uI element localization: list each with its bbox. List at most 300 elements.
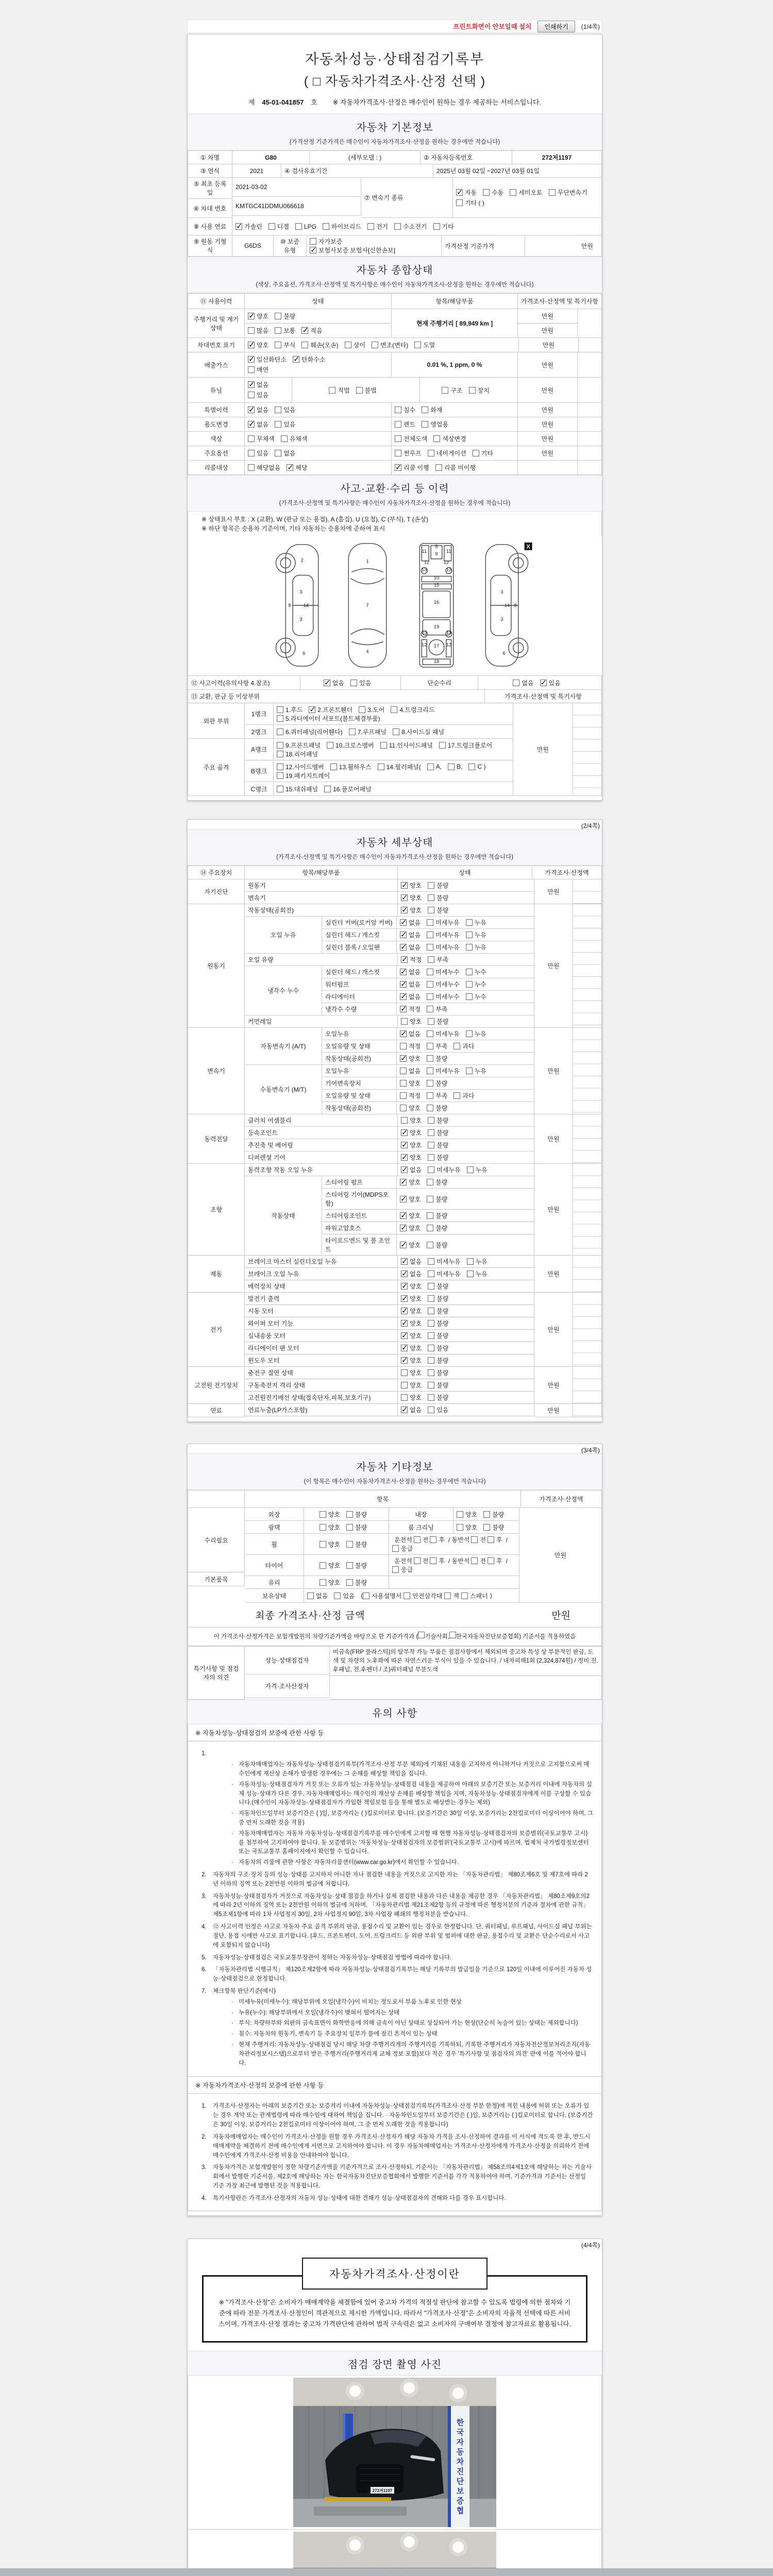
- check-option: 구조: [442, 386, 462, 395]
- cell: 스티어링 기어(MDPS포함): [322, 1189, 397, 1210]
- cell: [274, 739, 513, 760]
- section-title: 사고·교환·수리 등 이력: [340, 483, 449, 495]
- cell: [397, 1189, 534, 1210]
- final-price-row: [188, 1603, 602, 1628]
- cell: [392, 446, 518, 461]
- cell: 성능·상태점검자: [245, 1647, 330, 1674]
- check-option: 있음: [428, 1405, 448, 1414]
- checkbox-unchecked: [427, 1030, 433, 1037]
- cell: 와이퍼 모터 기능: [245, 1317, 398, 1330]
- cell: [398, 1342, 534, 1354]
- check-option: 자가보증: [310, 237, 342, 246]
- checkbox-unchecked: [467, 1258, 474, 1265]
- cell: ⑤ 최초 등록일: [188, 178, 232, 199]
- checkbox-checked: [400, 969, 407, 975]
- table-row: [188, 164, 602, 178]
- checkbox-unchecked: [466, 1030, 473, 1037]
- cell: 만원: [534, 1028, 573, 1114]
- checkbox-unchecked: [428, 1369, 434, 1376]
- checkbox-unchecked: [277, 715, 283, 722]
- cell: [392, 403, 518, 417]
- checkbox-unchecked: [483, 1524, 490, 1531]
- cell: 브레이크 오일 누유: [245, 1268, 398, 1280]
- checkbox-checked: [401, 1154, 408, 1161]
- cell: [274, 725, 513, 739]
- svg-text:한국자동차진단보증협: 한 국 자 동 차 진 단 보 증 협: [456, 2418, 464, 2516]
- section-title: 유의 사항: [372, 1708, 417, 1720]
- page-indicator-4: (4/4쪽): [581, 2241, 600, 2249]
- checkbox-unchecked: [301, 342, 308, 348]
- table-row: [188, 151, 602, 164]
- cell: 수동변속기 (M/T): [245, 1065, 322, 1114]
- check-option: 응급: [392, 1544, 413, 1553]
- checkbox-unchecked: [277, 772, 283, 779]
- check-option: ✓ 양호: [401, 893, 422, 902]
- cell: [398, 1164, 534, 1176]
- checkbox-unchecked: [248, 366, 255, 373]
- checkbox-unchecked: [427, 1105, 433, 1111]
- cell: [573, 1114, 602, 1164]
- cell: [397, 966, 534, 978]
- checkbox-unchecked: [428, 1345, 434, 1351]
- check-option: ✓ 없음: [401, 1165, 422, 1174]
- check-option: ✓ 양호: [248, 312, 268, 320]
- cell: [398, 954, 534, 966]
- checkbox-unchecked: [334, 1592, 341, 1599]
- checkbox-unchecked: [395, 435, 401, 442]
- checkbox-unchecked: [248, 327, 255, 334]
- cell: 광택: [245, 1521, 304, 1534]
- check-option: 있음: [275, 420, 295, 429]
- checkbox-checked: [401, 907, 408, 913]
- checkbox-unchecked: [428, 1258, 434, 1265]
- check-option: ✓ 탄화수소: [293, 355, 325, 364]
- cell: ⑧ 사용 연료: [188, 218, 232, 235]
- checkbox-unchecked: [393, 728, 399, 735]
- check-option: 불량: [428, 1116, 448, 1125]
- checkbox-unchecked: [427, 1055, 433, 1062]
- cell: ⑪ 사용이력: [188, 294, 245, 309]
- check-option: ✓ 양호: [401, 1344, 422, 1352]
- cell: 변속기: [245, 892, 398, 904]
- check-option: 누유: [466, 943, 486, 952]
- check-option: 수소전기: [394, 222, 427, 231]
- checkbox-unchecked: [427, 1196, 433, 1202]
- checkbox-unchecked: [414, 1557, 421, 1564]
- cell: 연료누출(LP가스포함): [245, 1404, 398, 1416]
- check-option: 불량: [427, 1054, 447, 1063]
- cell: [274, 760, 513, 782]
- checkbox-unchecked: [483, 189, 490, 196]
- check-option: ✓ 2.프론트휀더: [309, 705, 352, 714]
- check-option: /: [506, 1536, 508, 1544]
- cell: 디퍼렌셜 기어: [245, 1151, 398, 1164]
- checkbox-unchecked: [466, 944, 473, 951]
- check-option: ✓ 리콜 이행: [395, 463, 429, 472]
- check-option: 불법: [356, 386, 377, 395]
- cell: 만원: [534, 904, 573, 1028]
- check-option: ✓ 보험사보증 보험사[신한손보]: [310, 246, 395, 255]
- cell: 차대번호 표기: [188, 338, 245, 352]
- check-option: 매연: [248, 365, 268, 374]
- checkbox-unchecked: [400, 1043, 407, 1049]
- svg-text:13: 13: [446, 629, 452, 635]
- cell: [392, 417, 518, 432]
- cell: 2025년 03월 02일 ~2027년 03월 01일: [433, 164, 602, 178]
- cell: [398, 1293, 534, 1305]
- cell: 충전구 절연 상태: [245, 1367, 398, 1379]
- check-option: 미세누수: [427, 992, 459, 1001]
- checkbox-unchecked: [549, 189, 556, 196]
- check-option: ✓ 있음: [540, 679, 561, 687]
- bottom-window-edge: [0, 2568, 773, 2576]
- cell: [397, 1065, 534, 1077]
- checkbox-unchecked: [433, 435, 440, 442]
- checkbox-unchecked: [466, 993, 473, 1000]
- cell: 현재 주행거리 [ 89,949 km ]: [392, 309, 518, 338]
- checkbox-unchecked: [401, 1382, 408, 1388]
- table-row: [188, 1293, 602, 1367]
- checkbox-unchecked: [275, 421, 281, 428]
- checkbox-unchecked: [428, 1308, 434, 1314]
- cell: 원동기: [245, 879, 398, 892]
- cell: 만원: [534, 1256, 573, 1293]
- svg-text:13: 13: [421, 566, 427, 572]
- checkbox-unchecked: [345, 342, 351, 348]
- check-option: 안전삼각대: [404, 1591, 442, 1600]
- checkbox-unchecked: [466, 919, 473, 926]
- cell: [578, 309, 602, 338]
- checkbox-checked: [401, 1295, 408, 1302]
- check-option: 양호: [457, 1523, 477, 1532]
- check-option: 없음: [513, 679, 533, 687]
- cell: [330, 1676, 602, 1700]
- cell: 색상: [188, 432, 245, 446]
- checkbox-checked: [401, 1142, 408, 1148]
- check-option: ✓ 양호: [401, 906, 422, 914]
- svg-text:12: 12: [421, 641, 427, 648]
- cell: [578, 417, 602, 432]
- cell: ① 차명: [188, 151, 232, 164]
- check-option: 없음: [307, 1591, 328, 1600]
- checkbox-checked: [401, 1258, 408, 1265]
- cell: 작동상태: [245, 1176, 322, 1256]
- checkbox-checked: [236, 223, 242, 230]
- car-view-side: [270, 541, 327, 669]
- check-option: 불량: [427, 1224, 447, 1232]
- checkbox-unchecked: [422, 406, 428, 413]
- check-option: 운전석: [394, 1536, 412, 1544]
- cell: 만원: [518, 417, 578, 432]
- cell: 오일유량 및 상태: [322, 1090, 397, 1102]
- table-row: [188, 676, 602, 690]
- cell: 등속조인트: [245, 1127, 398, 1139]
- cell: 만원: [518, 324, 578, 338]
- svg-text:8: 8: [514, 602, 517, 608]
- cautions-body: [188, 1724, 602, 2211]
- document-title: 자동차성능·상태점검기록부: [305, 52, 484, 67]
- cell: [398, 1114, 534, 1127]
- checkbox-checked: [401, 1270, 408, 1277]
- svg-text:4: 4: [366, 648, 369, 654]
- checkbox-checked: [401, 1283, 408, 1290]
- check-option: 화재: [422, 405, 442, 414]
- check-option: 불량: [275, 312, 295, 320]
- check-option: 1.후드: [277, 705, 303, 714]
- checkbox-unchecked: [448, 764, 455, 770]
- cell: [398, 1305, 534, 1317]
- cell: [245, 378, 292, 403]
- cell: [573, 1028, 602, 1114]
- checkbox-checked: [248, 406, 255, 413]
- cell: [398, 1151, 534, 1164]
- table-row: [188, 690, 602, 703]
- table-row: [188, 403, 602, 417]
- check-option: 양호: [320, 1523, 340, 1532]
- cell: [573, 1164, 602, 1256]
- cell: [397, 941, 534, 954]
- check-option: 없음: [400, 1066, 421, 1075]
- check-option: 13.휠하우스: [330, 762, 372, 771]
- check-option: 미세누유: [427, 943, 459, 952]
- cell: 만원: [513, 703, 573, 796]
- check-option: C ): [468, 763, 485, 770]
- cell: 가격조사·산정액: [521, 1490, 602, 1508]
- cell: 단순수리: [401, 676, 478, 690]
- check-option: ✓ 없음: [400, 992, 421, 1001]
- cell: 만원: [519, 1508, 602, 1603]
- check-option: 과다: [453, 1042, 474, 1050]
- cell: [274, 782, 513, 796]
- check-option: 썬루프: [395, 449, 422, 457]
- cell: [518, 461, 578, 475]
- checkbox-unchecked: [356, 387, 363, 394]
- svg-text:8: 8: [288, 602, 291, 608]
- checkbox-unchecked: [401, 1369, 408, 1376]
- check-option: 17.트렁크플로어: [439, 741, 492, 750]
- cell: 원동기: [188, 904, 245, 1028]
- check-option: ✓ 양호: [400, 1224, 421, 1232]
- checkbox-unchecked: [467, 1270, 474, 1277]
- cell: 2랭크: [245, 725, 274, 739]
- checkbox-unchecked: [428, 1332, 434, 1339]
- check-option: 불량: [428, 1017, 448, 1026]
- check-option: ✓ 적정: [401, 955, 422, 964]
- checkbox-unchecked: [277, 764, 283, 770]
- check-option: ✓ 없음: [400, 943, 421, 952]
- checkbox-unchecked: [428, 1283, 434, 1290]
- cell: [573, 879, 602, 904]
- table-row: [188, 1647, 602, 1700]
- checkbox-unchecked: [359, 706, 365, 713]
- check-option: 장치: [469, 386, 490, 395]
- section-accident-history: [188, 475, 602, 512]
- check-option: 불량: [427, 1241, 447, 1249]
- svg-text:10: 10: [433, 574, 440, 581]
- cautions-subheading: ※ 자동차성능·상태점검의 보증에 관한 사항 등: [188, 1724, 602, 1741]
- checkbox-unchecked: [430, 1557, 436, 1564]
- check-option: 양호: [400, 1079, 421, 1088]
- cell: 가격조사·산정액: [532, 866, 602, 879]
- cell: [392, 432, 518, 446]
- page-3: [187, 1444, 602, 2216]
- section-title: 자동차 종합상태: [356, 265, 433, 276]
- checkbox-unchecked: [392, 1545, 399, 1552]
- checkbox-unchecked: [320, 1579, 326, 1586]
- svg-text:5: 5: [435, 543, 438, 549]
- checkbox-unchecked: [427, 1179, 433, 1185]
- checkbox-unchecked: [320, 1562, 326, 1569]
- cell: [304, 1576, 389, 1589]
- table-row: [188, 352, 602, 378]
- section-cautions: [188, 1700, 602, 1724]
- svg-text:6: 6: [502, 650, 506, 656]
- check-option: 18.리어패널: [277, 750, 318, 758]
- checkbox-unchecked: [277, 728, 283, 735]
- checkbox-unchecked: [418, 1632, 425, 1638]
- print-button[interactable]: 인쇄하기: [537, 21, 575, 32]
- checkbox-unchecked: [324, 786, 331, 792]
- checkbox-checked: [401, 882, 408, 889]
- table-row: [188, 1404, 602, 1417]
- checkbox-unchecked: [467, 1166, 474, 1173]
- checkbox-checked: [400, 1196, 407, 1202]
- cell: [397, 1234, 534, 1256]
- checkbox-unchecked: [248, 450, 255, 456]
- check-option: 불량: [428, 1128, 448, 1137]
- checkbox-unchecked: [422, 421, 428, 428]
- cell: [573, 1293, 602, 1367]
- print-install-notice: 프린트화면이 안보일때 설치: [453, 23, 532, 30]
- cell: [245, 338, 519, 352]
- table-row: [188, 866, 602, 879]
- check-option: ✓ 없음: [401, 1257, 422, 1266]
- cautions-list: 1. 가격조사·산정자는 아래의 보증기간 또는 보증거리 이내에 자동차성능·상태점검기록부(가격조사·산정 부분 한정)에 적힌 내용에 허위 또는 오류가 있는 경우 계약 또는 관계법령에 따라 매수인에 대하여 책임을 집니다. · 자동차인도일부터 보증기간은 ( )일, 보증거리는 ( )킬로미터로 합니다. (보증기간은 30일 이상, 보증거리는 2천킬로미터 이상이어야 하며, 그 중 먼저 도래한 것을 적용합니다) 2. 자동차매매업자는 매수인이 가격조사·산정을 원할 경우 가격조사·산정자가 해당 자동차 가격을 조사·산정하여 결과를 이 서식에 적도록 한 후, 반드시 매매계약을 체결하기 전에 매수인에게 서면으로 고지하여야 합니다. 이 경우 자동차매매업자는 가격조사·산정자에게 가격조사·산정을 의뢰하기 전에 매수인에게 가격조사·산정 비용을 안내하여야 합니다. 3. 자동차가격은 보험개발원이 정한 차량기준가액을 기준가격으로 조사·산정하되, 기준서는 「자동차관리법」 제58조의4제1호에 해당하는 자는 기술사회에서 발행한 기준서를, 제2호에 해당하는 자는 한국자동차진단보증협회에서 발행한 기준서를 각각 적용하여야 하며, 기준가격과 기준서는 산정일 기준 가장 최근에 발행된 것을 적용합니다. 4. 특기사항란은 가격조사·산정자의 자동차 성능·상태에 대한 견해가 성능·상태점검자의 견해와 다를 경우 표시합니다.: [188, 2094, 602, 2211]
- checkbox-unchecked: [277, 742, 283, 749]
- checkbox-unchecked: [457, 1524, 463, 1531]
- cautions-list: 1. · 자동차매매업자는 자동차성능·상태점검기록부(가격조사·산정 부분 제외)에 기재된 내용을 고지하지 아니하거나 거짓으로 고지함으로써 매수인에게 재산상 손해가 발생한 경우에는 그 손해를 배상할 책임을 집니다. · 자동차성능·상태점검자가 거짓 또는 오류가 있는 자동차성능·상태점검 내용을 제공하여 아래의 보증기간 또는 보증거리 이내에 자동차의 실제 성능·상태가 다른 경우, 자동차매매업자는 매수인의 재산상 손해를 배상할 책임을 지며, 자동차성능·상태점검자에게 이를 구상할 수 있습니다.(매수인이 자동차성능·상태점검자가 가입한 책임보험 등을 통해 별도로 배상받는 경우는 제외) · 자동차인도일부터 보증기간은 ( )일, 보증거리는 ( )킬로미터로 합니다. (보증기간은 30일 이상, 보증거리는 2천킬로미터 이상이어야 하며, 그 중 먼저 도래한 것을 적용) · 자동차매매업자는 자동차 자동차성능·상태점검기록부를 매수인에게 고지할 때 현행 자동차성능·상태점검자의 보증범위(국토교통부 고시)를 첨부하여 고지하여야 합니다. 동 보증범위는 '자동차성능·상태점검자의 보증범위'(국토교통부 고시)에 따르며, 법제처 국가법령정보센터 또는 국토교통부 홈페이지에서 확인할 수 있습니다. · 자동차의 리콜에 관한 사항은 자동차리콜센터(www.car.go.kr)에서 확인할 수 있습니다. 2. 자동차의 구조·장치 등의 성능·상태를 고지하지 아니한 자나 점검한 내용을 거짓으로 고지한 자는 「자동차관리법」 제80조제6호 및 제7호에 따라 2년 이하의 징역 또는 2천만원 이하의 벌금에 처합니다. 3. 자동차성능·상태점검자가 거짓으로 자동차성능·상태 점검을 하거나 실제 점검한 내용과 다른 내용을 제공한 경우 「자동차관리법」 제80조제9호의2에 따라 2년 이하의 징역 또는 2천만원 이하의 벌금에 처하며, 「자동차관리법 제21조제2항 등의 규정에 따른 행정처분의 기준과 절차에 관한 규칙」 제5조제1항에 따라 1차 사업정지 30일, 2차 사업정지 90일, 3차 사업장 폐쇄의 행정처분을 받습니다. 4. ⑫ 사고이력 인정은 사고로 자동차 주요 골격 부위의 판금, 용접수리 및 교환이 있는 경우로 한정합니다. 단, 쿼터패널, 루프패널, 사이드실 패널 부위는 절단, 용접 시에만 사고로 표기합니다. (후드, 프론트펜더, 도어, 트렁크리드 등 외판 부위 및 범퍼에 대한 판금, 용접수리 및 교환은 단순수리로서 사고에 포함되지 않습니다) 5. 자동차성능·상태점검은 국토교통부장관이 정하는 자동차성능·상태점검 방법에 따라야 합니다. 6. 「자동차관리법 시행규칙」 제120조제2항에 따라 자동차성능·상태점검기록부는 해당 기록부의 발급일을 기준으로 120일 이내에 이루어진 자동차 성능·상태점검으로 한정합니다. 7. 체크항목 판단기준(예시) · 미세누유(미세누수): 해당부위에 오일(냉각수)이 비치는 정도로서 부품 노후로 인한 현상 · 누유(누수): 해당부위에서 오일(냉각수)이 맺혀서 떨어지는 상태 · 부식: 차량하부와 외판의 금속표면이 화학반응에 의해 금속이 아닌 상태로 상실되어 가는 현상(단순히 녹슬어 있는 상태는 제외합니다) · 침수: 자동차의 원동기, 변속기 등 주요장치 일부가 물에 잠긴 흔적이 있는 상태 · 현재 주행거리: 자동차성능·상태점검 당시 해당 차량 주행거리계의 주행거리를 기록하되, 기록한 주행거리가 자동차전산정보처리조직(자동차관리정보시스템)으로부터 받은 주행거리(주행거리계 교체 정보 포함)보다 적은 경우 '특기사항 및 점검자의 의견' 란에 이를 적어야 합니다.: [188, 1741, 602, 2077]
- cell: 비금속(FRP 플라스틱)의 탈부착 가능 부품은 점검사항에서 제외되며 중고차 특성 상 부분적인 판금, 도색 및 차량의 노후화에 따른 자연스러운 부식이 있을 수 있습니다. / 내차피해1회 (2,324,874원) / 정비:전.후패널, 전.후펜더 / 조)쿼터패널 부분도색: [330, 1647, 602, 1676]
- check-option: 하이브리드: [323, 222, 361, 231]
- document-header: [188, 35, 602, 114]
- pricing-info-title: 자동차가격조사·산정이란: [302, 2258, 488, 2290]
- cell: 만원: [518, 309, 578, 324]
- checkbox-unchecked: [469, 387, 476, 394]
- check-option: ✓ 양호: [401, 1319, 422, 1328]
- cell: [389, 1534, 519, 1555]
- checkbox-unchecked: [427, 1006, 433, 1012]
- check-option: ✓ 없음: [400, 1029, 421, 1038]
- checkbox-checked: [310, 247, 316, 253]
- cell: 상태: [245, 294, 392, 309]
- cell: 변속기: [188, 1028, 245, 1114]
- cell: 보유상태: [245, 1589, 304, 1603]
- cell: [420, 378, 518, 403]
- check-option: ✓ 없음: [400, 918, 421, 927]
- service-note: ※ 자동차가격조사·산정은 매수인이 원하는 경우 제공하는 서비스입니다.: [332, 98, 542, 106]
- checkbox-unchecked: [428, 1166, 434, 1173]
- checkbox-unchecked: [471, 1536, 478, 1543]
- check-option: 19.패키지트레이: [277, 771, 330, 780]
- checkbox-unchecked: [275, 342, 281, 348]
- checkbox-unchecked: [346, 1541, 353, 1548]
- checkbox-unchecked: [277, 786, 283, 792]
- checkbox-unchecked: [439, 742, 446, 749]
- check-option: 6.쿼터패널(리어휀다): [277, 727, 343, 736]
- checkbox-unchecked: [428, 450, 434, 456]
- cell: 실린더 헤드 / 개스킷: [322, 966, 397, 978]
- checkbox-unchecked: [428, 1270, 434, 1277]
- check-option: 미세누유: [428, 1165, 460, 1174]
- cell: [304, 1555, 389, 1576]
- checkbox-unchecked: [277, 706, 283, 713]
- cell: [245, 403, 392, 417]
- check-option: 많음: [248, 326, 268, 335]
- check-option: ✓ 없음: [324, 679, 344, 687]
- cell: 기어변속장치: [322, 1077, 397, 1090]
- check-option: 적정: [400, 1091, 421, 1100]
- cell: 자기진단: [188, 879, 245, 904]
- cell: 용도변경: [188, 417, 245, 432]
- cell: [397, 929, 534, 941]
- check-option: 양호: [320, 1561, 340, 1570]
- check-option: 후: [488, 1535, 502, 1544]
- final-price-label: 최종 가격조사·산정 금액: [255, 1611, 365, 1621]
- checkbox-unchecked: [427, 944, 433, 951]
- check-option: 있음: [248, 391, 268, 399]
- cell: [398, 1139, 534, 1151]
- cautions-subheading: ※ 자동차가격조사·산정의 보증에 관한 사항 등: [188, 2077, 602, 2094]
- checkbox-unchecked: [449, 1632, 456, 1638]
- table-row: [188, 378, 602, 403]
- cell: 배력장치 상태: [245, 1280, 398, 1293]
- cell: 냉각수 누수: [245, 966, 322, 1015]
- checkbox-unchecked: [346, 1524, 353, 1531]
- cell: ⑬ 교환, 판금 등 이상부위: [188, 690, 485, 703]
- checkbox-unchecked: [466, 1067, 473, 1074]
- check-option: ✓ 양호: [401, 1307, 422, 1315]
- checkbox-unchecked: [473, 450, 479, 456]
- section-detail-state: [188, 829, 602, 866]
- table-row: [188, 461, 602, 475]
- document-column: [187, 0, 602, 2576]
- svg-text:3: 3: [299, 616, 303, 622]
- check-option: ✓ 일산화탄소: [248, 355, 287, 364]
- check-option: 불량: [427, 1079, 447, 1088]
- cell: [573, 703, 602, 796]
- cell: [573, 1404, 602, 1417]
- car-view-top: [339, 541, 396, 669]
- check-option: ✓ 양호: [401, 1331, 422, 1340]
- cell: 주요옵션: [188, 446, 245, 461]
- cell: [397, 1003, 534, 1015]
- checkbox-unchecked: [428, 1394, 434, 1401]
- check-option: 운전석: [394, 1557, 412, 1565]
- cell: 만원: [518, 432, 578, 446]
- check-option: 불량: [428, 1368, 448, 1377]
- checkbox-checked: [324, 680, 330, 686]
- state-code-legend: ※ 상태표시 부호 : X (교환), W (판금 또는 용접), A (흠집), U (요철), C (부식), T (손상) ※ 하단 항목은 승용차 기준이며, 기타 자동차는 승용차에 준하여 표시: [188, 512, 602, 536]
- cell: 항목/해당부품: [245, 866, 398, 879]
- document-number: 45-01-041857: [262, 98, 304, 106]
- checkbox-unchecked: [428, 1142, 434, 1148]
- check-option: 무단변속기: [549, 188, 587, 197]
- cell: [579, 338, 602, 352]
- checkbox-checked: [401, 1332, 408, 1339]
- check-option: 부식: [275, 341, 295, 349]
- svg-text:12: 12: [424, 559, 430, 565]
- cell: ⑫ 사고이력(유의사항 4.참조): [188, 676, 300, 690]
